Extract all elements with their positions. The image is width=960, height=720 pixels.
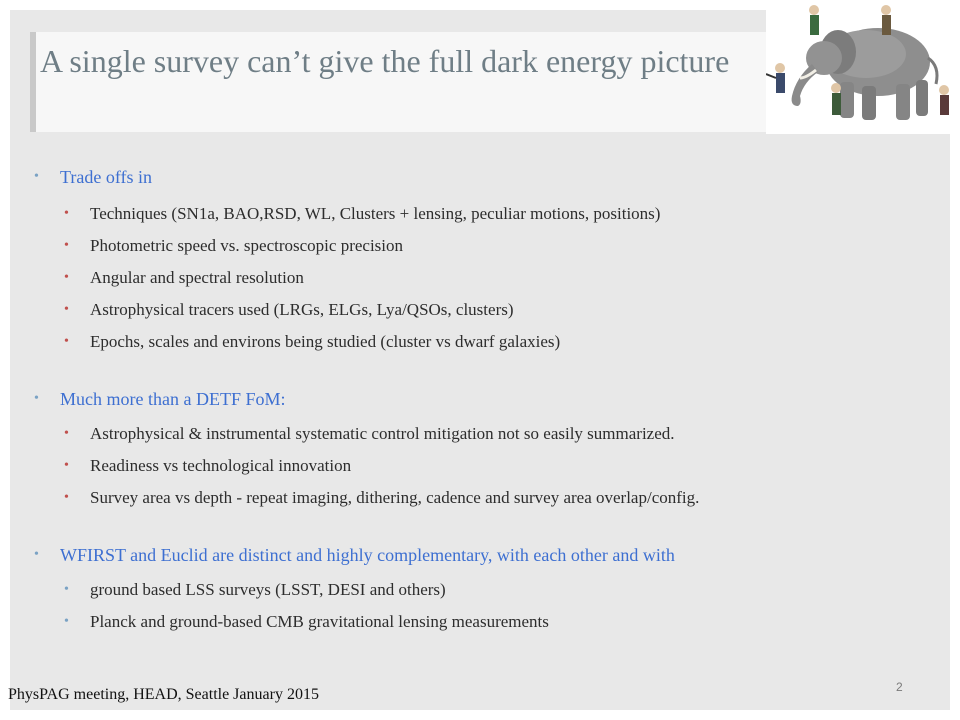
bullet-dot-icon: • [34,391,39,406]
bullet-list [32,160,932,638]
bullet-item-text: Epochs, scales and environs being studied (cluster vs dwarf galaxies) [90,332,561,351]
bullet-dot-icon: • [64,490,69,505]
bullet-heading-detf [32,384,932,414]
bullet-heading-text: Much more than a DETF FoM: [60,389,286,409]
bullet-item [32,198,932,230]
bullet-heading-wfirst [32,540,932,570]
bullet-dot-icon: • [34,169,39,184]
bullet-item-text: ground based LSS surveys (LSST, DESI and others) [90,580,446,599]
bullet-item [32,574,932,606]
bullet-dot-icon: • [64,458,69,473]
bullet-item-text: Astrophysical tracers used (LRGs, ELGs, Lya/QSOs, clusters) [90,300,514,319]
bullet-dot-icon: • [64,334,69,349]
elephant-illustration [766,0,960,134]
bullet-dot-icon: • [34,547,39,562]
bullet-heading-tradeoffs [32,162,932,192]
bullet-dot-icon: • [64,238,69,253]
bullet-item-text: Planck and ground-based CMB gravitational lensing measurements [90,612,549,631]
bullet-item-text: Techniques (SN1a, BAO,RSD, WL, Clusters + lensing, peculiar motions, positions) [90,204,661,223]
footer-text: PhysPAG meeting, HEAD, Seattle January 2015 [8,686,319,703]
bullet-item [32,230,932,262]
bullet-item [32,294,932,326]
bullet-dot-icon: • [64,206,69,221]
bullet-dot-icon: • [64,582,69,597]
slide-title: A single survey can’t give the full dark energy picture [40,43,730,79]
title-accent-bar [30,32,36,132]
bullet-dot-icon: • [64,426,69,441]
bullet-dot-icon: • [64,302,69,317]
bullet-item [32,326,932,358]
page-number: 2 [896,680,903,694]
bullet-item [32,418,932,450]
bullet-item-text: Survey area vs depth - repeat imaging, dithering, cadence and survey area overlap/config. [90,488,700,507]
bullet-item [32,450,932,482]
elephant-icon [766,0,960,134]
bullet-dot-icon: • [64,270,69,285]
bullet-item [32,262,932,294]
bullet-item-text: Astrophysical & instrumental systematic control mitigation not so easily summarized. [90,424,675,443]
bullet-heading-text: WFIRST and Euclid are distinct and highly complementary, with each other and with [60,545,675,565]
bullet-dot-icon: • [64,614,69,629]
bullet-item-text: Photometric speed vs. spectroscopic precision [90,236,404,255]
bullet-item-text: Angular and spectral resolution [90,268,304,287]
bullet-heading-text: Trade offs in [60,167,153,187]
bullet-item-text: Readiness vs technological innovation [90,456,352,475]
bullet-item [32,482,932,514]
bullet-item [32,606,932,638]
